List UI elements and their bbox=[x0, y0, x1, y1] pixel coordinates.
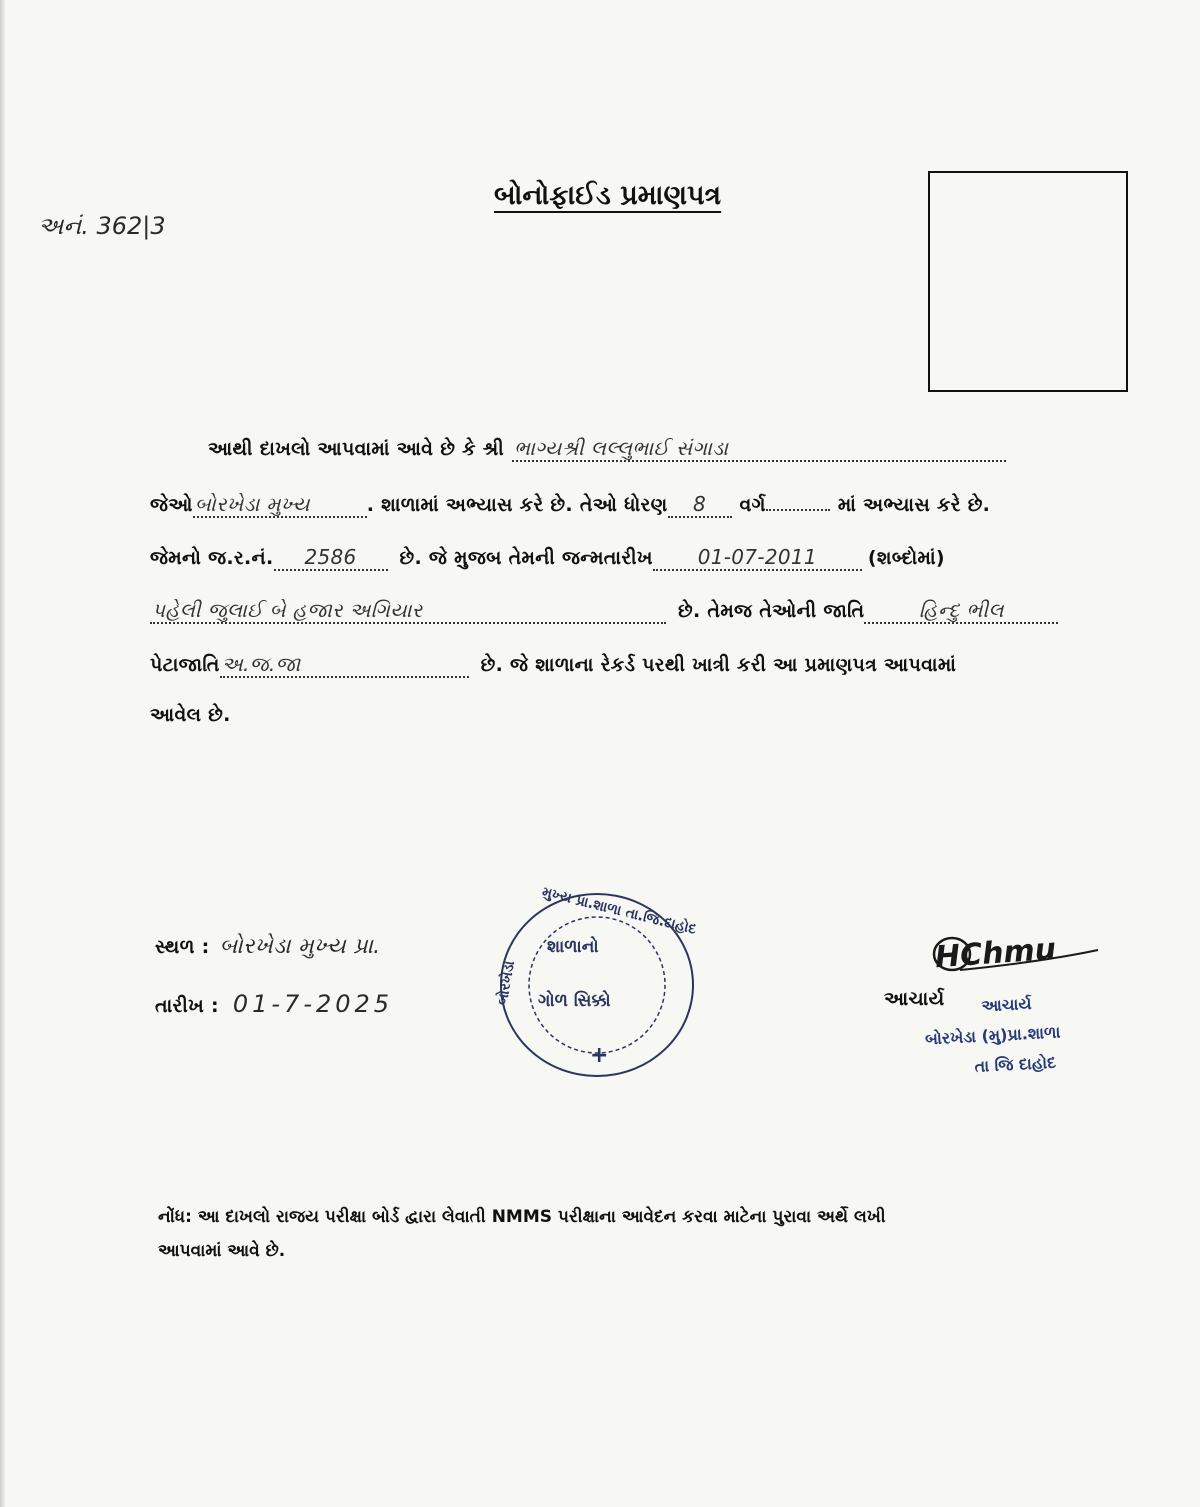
signature-flourish bbox=[930, 930, 1130, 980]
line3-suffix: (શબ્દોમાં) bbox=[867, 547, 945, 569]
stamp-line-2: ગોળ સિક્કો bbox=[538, 991, 611, 1011]
seal-line-2: બોરખેડા (મુ)પ્રા.શાળા bbox=[924, 1022, 1061, 1049]
date-label: તારીખ : bbox=[155, 995, 219, 1017]
line1-prefix: આથી દાખલો આપવામાં આવે છે કે શ્રી bbox=[208, 438, 504, 460]
stamp-top-text: મુખ્ય પ્રા.શાળા તા.જિ.દાહોદ bbox=[540, 884, 698, 938]
line4-mid: છે. તેમજ તેઓની જાતિ bbox=[678, 600, 865, 622]
body-line-1 bbox=[208, 436, 1006, 472]
line2-suffix: માં અભ્યાસ કરે છે. bbox=[837, 494, 991, 516]
body-line-3 bbox=[150, 545, 945, 581]
line2-mid2: વર્ગ bbox=[739, 494, 766, 516]
page-edge bbox=[0, 0, 6, 1507]
school-name: બોરખેડા મુખ્ય bbox=[193, 492, 367, 518]
date-value: 01-7-2025 bbox=[232, 990, 394, 1018]
place-label: સ્થળ : bbox=[155, 936, 210, 958]
principal-label: આચાર્ય bbox=[884, 988, 945, 1010]
student-name: ભાગ્યશ્રી લલ્લુભાઈ સંગાડા bbox=[512, 436, 1006, 462]
stamp-line-1: શાળાનો bbox=[547, 937, 599, 957]
note-line-2: આપવામાં આવે છે. bbox=[158, 1241, 286, 1261]
stamp-left-text: બોરખેડા bbox=[494, 959, 519, 1007]
line2-mid1: . શાળામાં અભ્યાસ કરે છે. તેઓ ધોરણ bbox=[366, 494, 668, 516]
birth-date-words: પહેલી જુલાઈ બે હજાર અગિયાર bbox=[150, 598, 666, 624]
note-line-1: નોંધ: આ દાખલો રાજય પરીક્ષા બોર્ડ દ્વારા લેવાતી NMMS પરીક્ષાના આવેદન કરવા માટેના પુરાવા અર્થે લખી bbox=[158, 1207, 886, 1227]
photo-box bbox=[928, 171, 1128, 392]
certificate-title: બોનોફાઈડ પ્રમાણપત્ર bbox=[494, 180, 722, 211]
division-value bbox=[766, 509, 830, 511]
sub-caste-value: અ.જ.જા bbox=[220, 652, 469, 678]
standard-value: 8 bbox=[668, 492, 732, 518]
principal-signature: HChmu bbox=[933, 931, 1058, 976]
stamp-mark: + bbox=[590, 1043, 609, 1068]
serial-number: અનં. 362|3 bbox=[38, 212, 166, 240]
line3-mid: છે. જે મુજબ તેમની જન્મતારીખ bbox=[399, 547, 653, 569]
place-row bbox=[155, 934, 380, 959]
body-line-5 bbox=[150, 652, 956, 688]
date-row bbox=[155, 990, 393, 1018]
seal-line-3: તા જિ દાહોદ bbox=[974, 1052, 1057, 1076]
seal-line-1: આચાર્ય bbox=[980, 993, 1033, 1016]
birth-date: 01-07-2011 bbox=[653, 545, 862, 571]
place-value: બોરખેડા મુખ્ય પ્રા. bbox=[219, 934, 381, 959]
school-stamp bbox=[494, 884, 698, 1077]
line5-prefix: પેટાજાતિ bbox=[150, 654, 220, 676]
caste-value: હિન્દુ ભીલ bbox=[864, 598, 1058, 624]
line5-suffix: છે. જે શાળાના રેકર્ડ પરથી ખાત્રી કરી આ પ્રમાણપત્ર આપવામાં bbox=[480, 654, 957, 676]
line3-prefix: જેમનો જ.ર.નં. bbox=[150, 547, 274, 569]
body-line-2 bbox=[150, 492, 990, 528]
line6-text: આવેલ છે. bbox=[150, 704, 231, 726]
body-line-4 bbox=[150, 598, 1058, 634]
footer-note bbox=[158, 1200, 886, 1268]
line2-prefix: જેઓ bbox=[150, 494, 193, 516]
gr-number: 2586 bbox=[274, 545, 388, 571]
body-line-6 bbox=[150, 704, 231, 740]
principal-seal bbox=[923, 990, 1063, 1083]
